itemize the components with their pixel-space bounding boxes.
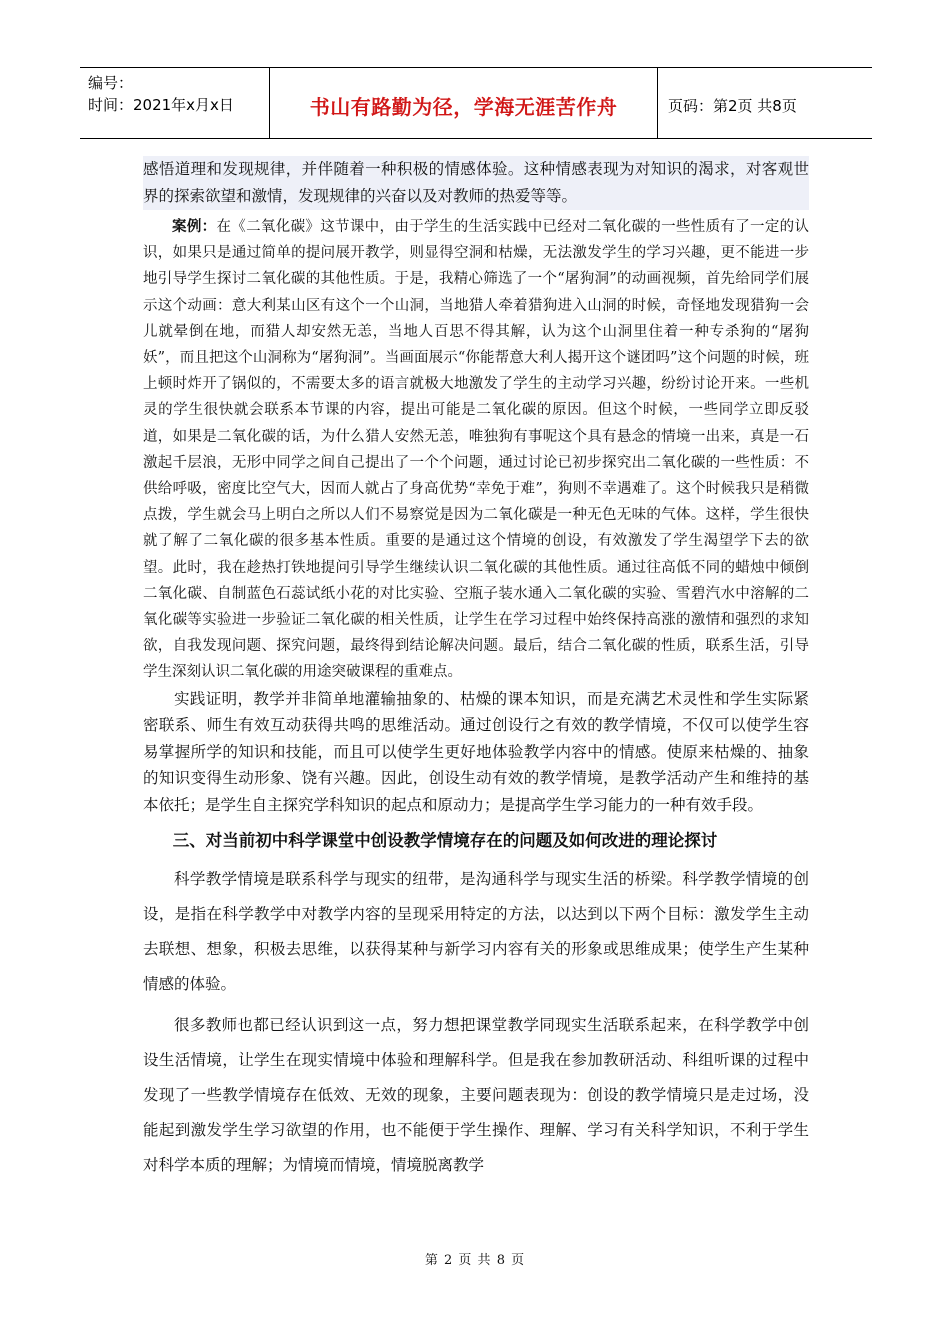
document-body bbox=[143, 156, 809, 1189]
header-page-number: 页码：第2页 共8页 bbox=[668, 96, 797, 115]
section-heading: 三、对当前初中科学课堂中创设教学情境存在的问题及如何改进的理论探讨 bbox=[172, 831, 718, 851]
document-number: 编号： bbox=[88, 74, 134, 92]
case-label: 案例： bbox=[172, 218, 217, 235]
header-motto: 书山有路勤为径，学海无涯苦作舟 bbox=[270, 68, 658, 138]
case-text: 在《二氧化碳》这节课中，由于学生的生活实践中已经对二氧化碳的一些性质有了一定的认识，如果只是通过简单的提问展开教学，则显得空洞和枯燥，无法激发学生的学习兴趣，更不能进一步地引导学生探讨二氧化碳的其他性质。于是，我精心筛选了一个“屠狗洞”的动画视频，首先给同学们展示这个动画：意大利某山区有这个一个山洞，当地猎人牵着猎狗进入山洞的时候，奇怪地发现猎狗一会儿就晕倒在地，而猎人却安然无恙，当地人百思不得其解，认为这个山洞里住着一种专杀狗的“屠狗妖”，而且把这个山洞称为“屠狗洞”。当画面展示“你能帮意大利人揭开这个谜团吗”这个问题的时候，班上顿时炸开了锅似的，不需要太多的语言就极大地激发了学生的主动学习兴趣，纷纷讨论开来。一些机灵的学生很快就会联系本节课的内容，提出可能是二氧化碳的原因。但这个时候，一些同学立即反驳道，如果是二氧化碳的话，为什么猎人安然无恙，唯独狗有事呢这个具有悬念的情境一出来，真是一石激起千层浪，无形中同学之间自己提出了一个个问题，通过讨论已初步探究出二氧化碳的一些性质：不供给呼吸，密度比空气大，因而人就占了身高优势“幸免于难”，狗则不幸遇难了。这个时候我只是稍微点拨，学生就会马上明白之所以人们不易察觉是因为二氧化碳是一种无色无味的气体。这样，学生很快就了解了二氧化碳的很多基本性质。重要的是通过这个情境的创设，有效激发了学生渴望学下去的欲望。此时，我在趁热打铁地提问引导学生继续认识二氧化碳的其他性质。通过往高低不同的蜡烛中倾倒二氧化碳、自制蓝色石蕊试纸小花的对比实验、空瓶子装水通入二氧化碳的实验、雪碧汽水中溶解的二氧化碳等实验进一步验证二氧化碳的相关性质，让学生在学习过程中始终保持高涨的激情和强烈的求知欲，自我发现问题、探究问题，最终得到结论解决问题。最后，结合二氧化碳的性质，联系生活，引导学生深刻认识二氧化碳的用途突破课程的重难点。 bbox=[143, 219, 810, 681]
paragraph-practice: 实践证明，教学并非简单地灌输抽象的、枯燥的课本知识，而是充满艺术灵性和学生实际紧密联系、师生有效互动获得共鸣的思维活动。通过创设行之有效的教学情境，不仅可以使学生容易掌握所学的知识和技能，而且可以使学生更好地体验教学内容中的情感。使原来枯燥的、抽象的知识变得生动形象、饶有兴趣。因此，创设生动有效的教学情境，是教学活动产生和维持的基本依托；是学生自主探究学科知识的起点和原动力；是提高学生学习能力的一种有效手段。 bbox=[143, 689, 809, 814]
header-meta bbox=[80, 68, 270, 138]
case-paragraph bbox=[143, 214, 809, 686]
page-footer: 第 2 页 共 8 页 bbox=[424, 1253, 526, 1268]
document-time: 时间：2021年x月x日 bbox=[88, 96, 234, 114]
paragraph-continued: 感悟道理和发现规律，并伴随着一种积极的情感体验。这种情感表现为对知识的渴求，对客观世界的探索欲望和激情，发现规律的兴奋以及对教师的热爱等等。 bbox=[143, 156, 809, 210]
paragraph-definition: 科学教学情境是联系科学与现实的纽带，是沟通科学与现实生活的桥梁。科学教学情境的创设，是指在科学教学中对教学内容的呈现采用特定的方法，以达到以下两个目标：激发学生主动去联想、想象，积极去思维，以获得某种与新学习内容有关的形象或思维成果；使学生产生某种情感的体验。 bbox=[143, 870, 809, 994]
page-header bbox=[80, 67, 872, 139]
paragraph-problems: 很多教师也都已经认识到这一点，努力想把课堂教学同现实生活联系起来，在科学教学中创设生活情境，让学生在现实情境中体验和理解科学。但是我在参加教研活动、科组听课的过程中发现了一些教学情境存在低效、无效的现象，主要问题表现为：创设的教学情境只是走过场，没能起到激发学生学习欲望的作用，也不能便于学生操作、理解、学习有关科学知识，不利于学生对科学本质的理解；为情境而情境，情境脱离教学 bbox=[143, 1016, 809, 1175]
